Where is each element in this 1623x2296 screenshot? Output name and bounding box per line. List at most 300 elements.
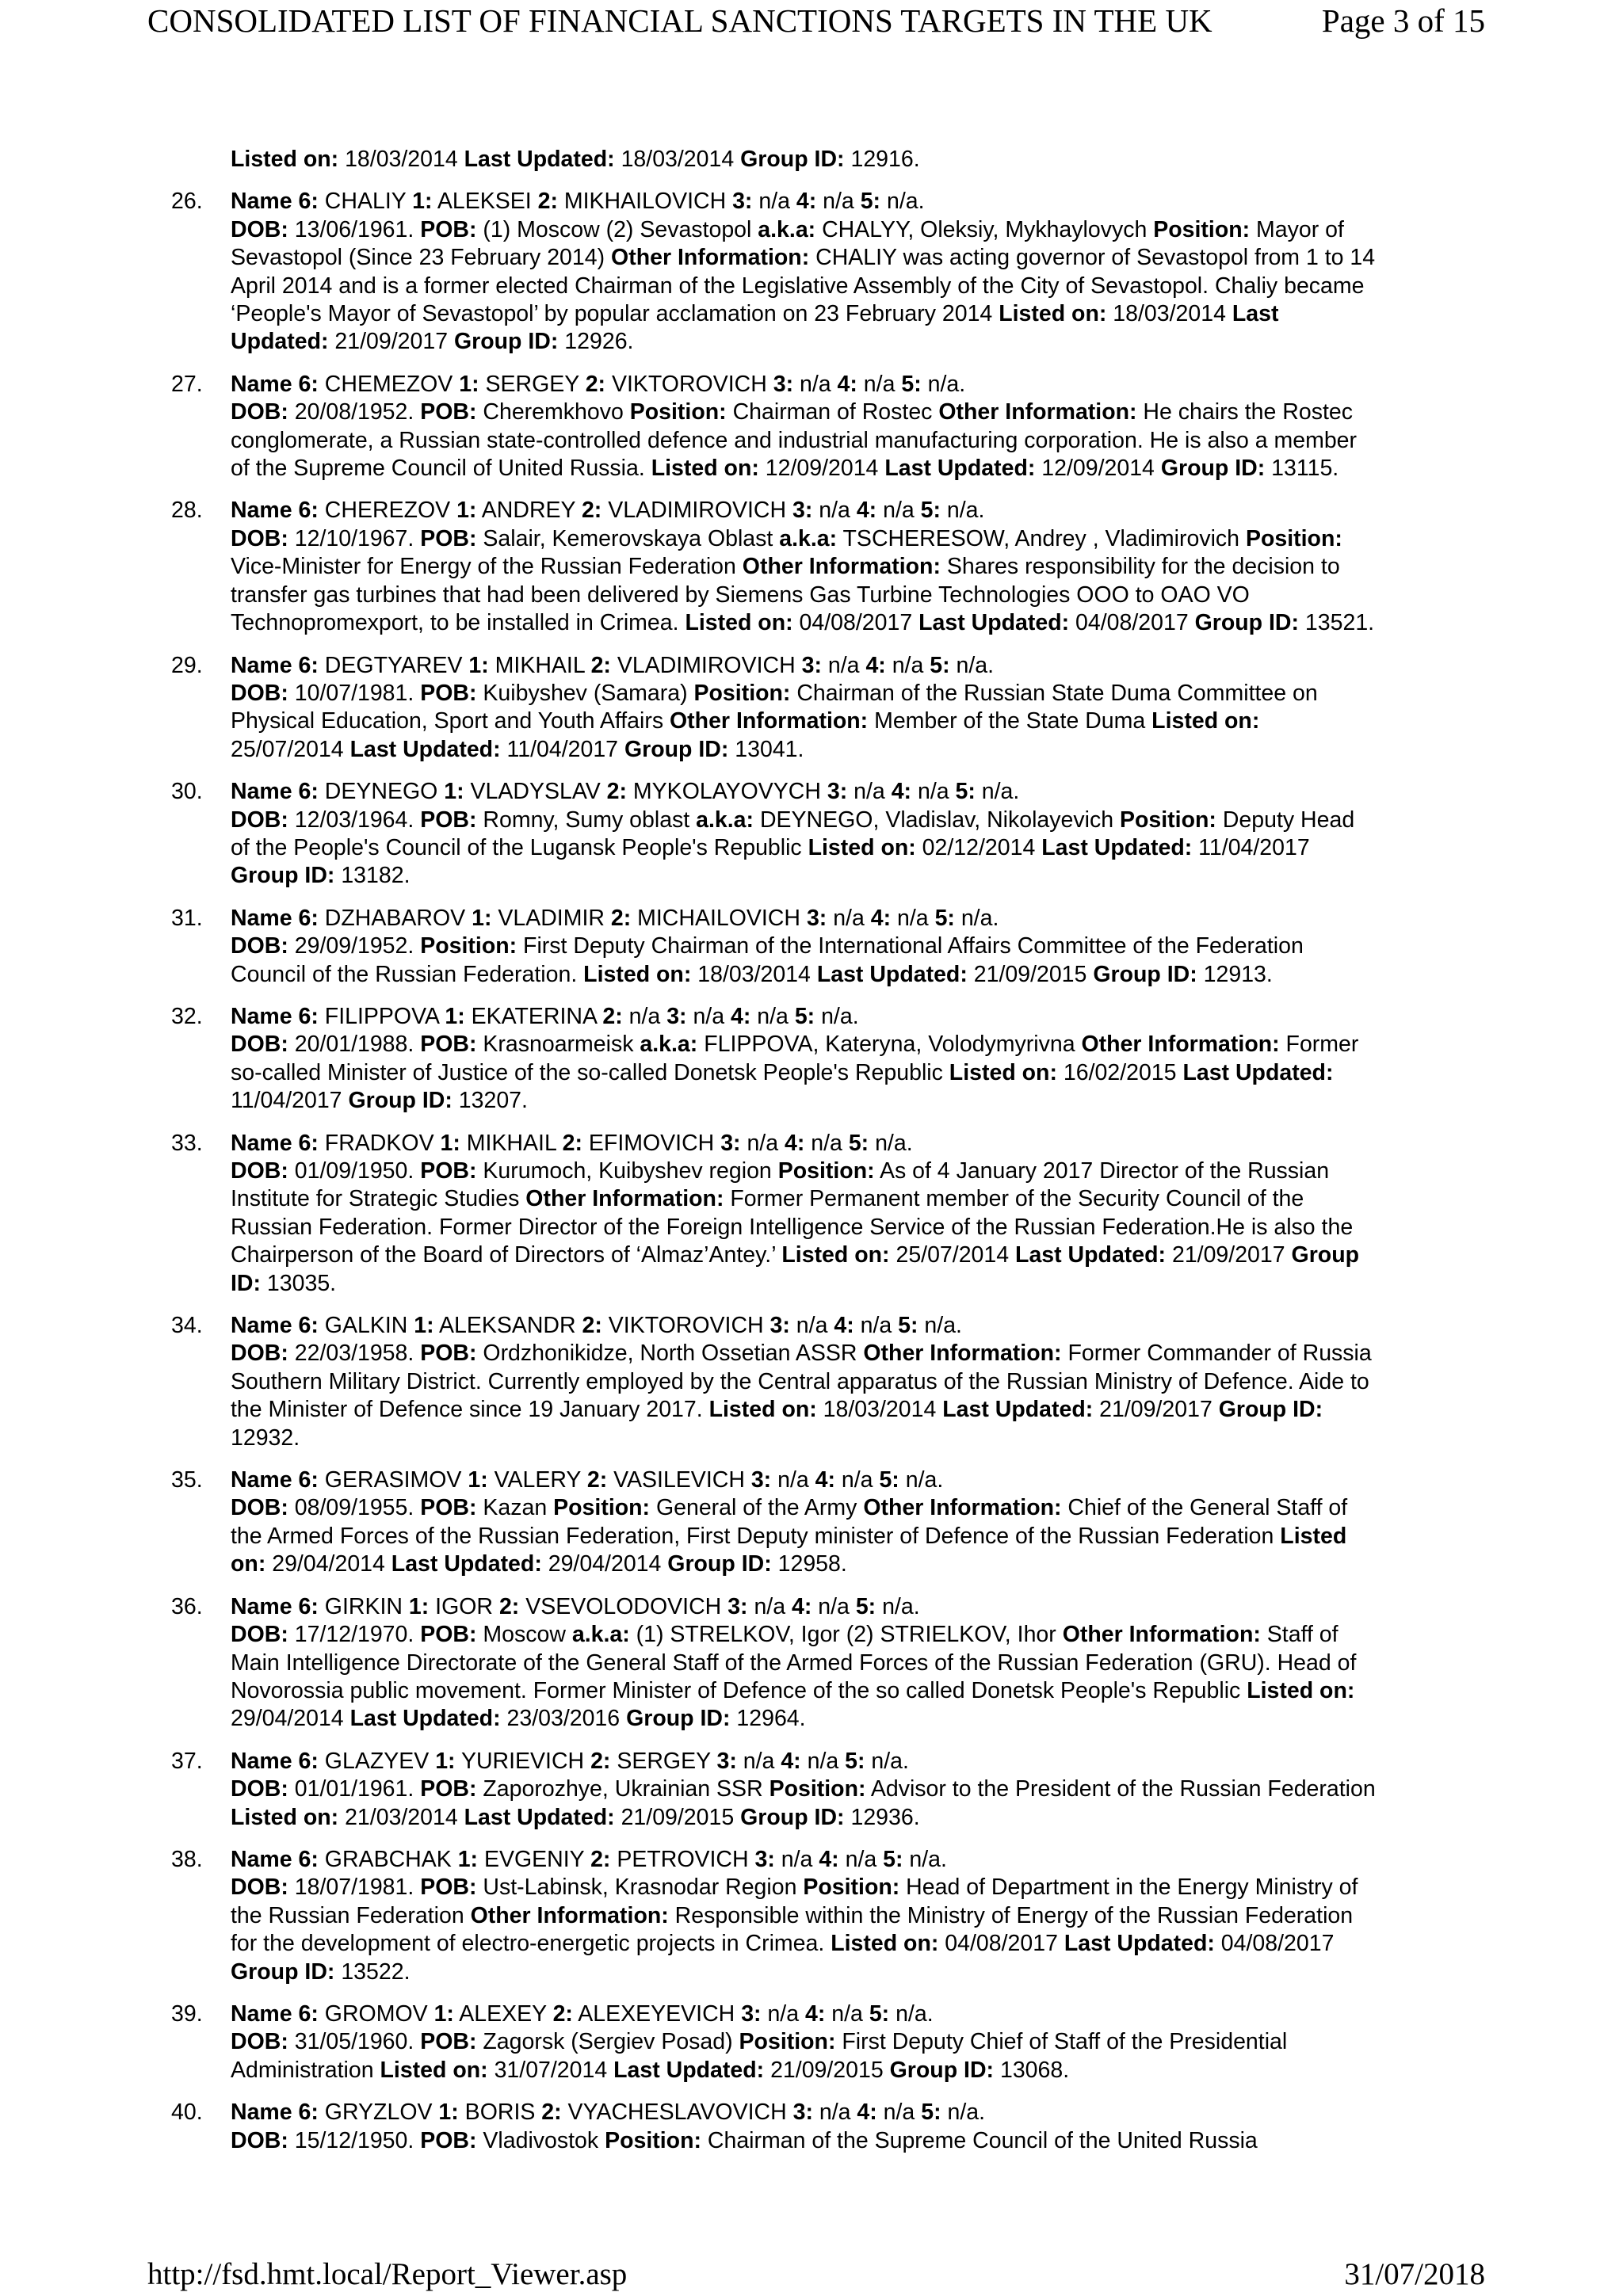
field-label: 1: — [472, 905, 492, 931]
field-value: Romny, Sumy oblast — [476, 807, 697, 833]
field-value: VYACHESLAVOVICH — [561, 2100, 793, 2126]
field-label: 1: — [435, 1748, 456, 1774]
field-label: Last Updated: — [464, 147, 615, 172]
field-label: DOB: — [231, 1032, 288, 1058]
field-value: 04/08/2017 — [792, 610, 919, 636]
field-value: n/a — [789, 1313, 834, 1339]
field-value: n/a. — [899, 1467, 944, 1493]
field-value: VIKTOROVICH — [605, 371, 773, 397]
field-value: Kazan — [476, 1495, 554, 1521]
entry-line — [231, 1425, 1499, 1452]
field-label: Name 6: — [231, 652, 319, 678]
list-item — [0, 652, 1623, 765]
field-value: n/a — [825, 2000, 869, 2027]
field-value: n/a — [750, 1003, 795, 1029]
list-item — [0, 1130, 1623, 1298]
field-value: n/a. — [869, 1130, 913, 1156]
field-label: Other Information: — [1081, 1032, 1280, 1058]
field-label: Name 6: — [231, 1003, 319, 1029]
field-label: POB: — [420, 399, 477, 425]
entry-line — [231, 1003, 1499, 1031]
field-label: Position: — [803, 1875, 900, 1901]
field-label: DOB: — [231, 680, 288, 706]
field-value: Zagorsk (Sergiev Posad) — [476, 2029, 739, 2055]
field-value: n/a — [622, 1003, 667, 1029]
field-value: Southern Military District. Currently employed by the Central apparatus of the Russian Ministry of Defence. Aide to — [231, 1368, 1369, 1394]
list-item — [0, 371, 1623, 483]
field-value: DZHABAROV — [318, 905, 472, 931]
field-value: First Deputy Chairman of the International Affairs Committee of the Federation — [517, 933, 1304, 959]
field-value: Chairman of the Russian State Duma Committee on — [790, 680, 1318, 706]
entry-number: 31. — [171, 905, 203, 931]
field-label: 3: — [754, 1846, 775, 1872]
field-value: EVGENIY — [478, 1846, 591, 1872]
field-value: 13522. — [334, 1958, 411, 1985]
field-label: Other Information: — [525, 1186, 724, 1212]
field-label: 4: — [819, 1846, 839, 1872]
field-value: 11/04/2017 — [1192, 834, 1310, 860]
field-label: Listed on: — [380, 2057, 488, 2083]
field-label: DOB: — [231, 807, 288, 833]
page-header-title: CONSOLIDATED LIST OF FINANCIAL SANCTIONS TARGETS IN THE UK — [147, 2, 1212, 39]
field-value: Russian Federation. Former Director of the Foreign Intelligence Service of the Russian Federation.He is also the — [231, 1214, 1354, 1240]
field-label: 1: — [445, 1003, 465, 1029]
field-value: 20/01/1988. — [288, 1032, 421, 1058]
field-value: VLADIMIR — [491, 905, 611, 931]
entry-line — [231, 1340, 1499, 1367]
field-value: Ordzhonikidze, North Ossetian ASSR — [476, 1341, 864, 1367]
field-value: 25/07/2014 — [889, 1242, 1016, 1268]
entry-line — [231, 1368, 1499, 1396]
entry-line — [231, 1748, 1499, 1775]
field-value: CHALIY — [318, 189, 413, 215]
field-value: BORIS — [458, 2100, 542, 2126]
field-label: Group ID: — [740, 147, 845, 172]
field-value: 10/07/1981. — [288, 680, 421, 706]
field-value: Shares responsibility for the decision to — [940, 554, 1340, 580]
entry-line — [231, 497, 1499, 524]
field-value: 04/08/2017 — [1069, 610, 1195, 636]
field-label: Name 6: — [231, 905, 319, 931]
field-value: (1) Moscow (2) Sevastopol — [476, 216, 758, 242]
field-value: n/a — [793, 371, 838, 397]
field-label: Other Information: — [470, 1902, 669, 1928]
field-value: 12936. — [844, 1804, 920, 1830]
entry-line — [231, 1059, 1499, 1087]
field-label: DOB: — [231, 1158, 288, 1184]
field-value: DEGTYAREV — [318, 652, 469, 678]
field-value: FILIPPOVA — [318, 1003, 445, 1029]
field-value: n/a — [834, 1467, 880, 1493]
footer-date: 31/07/2018 — [1344, 2257, 1485, 2291]
entry-line — [231, 582, 1499, 609]
entry-number: 34. — [171, 1313, 203, 1339]
field-label: Last — [1232, 301, 1279, 327]
field-label: Group ID: — [624, 736, 729, 762]
field-label: Name 6: — [231, 1130, 319, 1156]
field-value: n/a. — [876, 1593, 920, 1619]
field-value: n/a — [686, 1003, 731, 1029]
field-value: 12/03/1964. — [288, 807, 421, 833]
field-value: GIRKIN — [318, 1593, 409, 1619]
field-label: DOB: — [231, 1495, 288, 1521]
field-label: Last Updated: — [884, 456, 1036, 482]
field-value: 13/06/1961. — [288, 216, 421, 242]
field-value: transfer gas turbines that had been delivered by Siemens Gas Turbine Technologies OOO to OAO VO — [231, 582, 1250, 608]
field-value: n/a. — [880, 189, 925, 215]
field-value: 12916. — [844, 147, 920, 172]
field-value: 21/03/2014 — [338, 1804, 464, 1830]
field-label: Group ID: — [453, 329, 559, 355]
field-label: Listed on: — [831, 1931, 939, 1957]
field-label: Last Updated: — [918, 610, 1070, 636]
entry-line — [231, 1396, 1499, 1424]
entry-line — [231, 1550, 1499, 1578]
field-value: ANDREY — [476, 498, 582, 524]
field-label: 3: — [792, 2100, 813, 2126]
field-value: 18/03/2014 — [614, 147, 741, 172]
field-value: 29/04/2014 — [541, 1551, 668, 1577]
entry-line — [231, 1270, 1499, 1298]
entry-number: 33. — [171, 1130, 203, 1156]
field-label: Name 6: — [231, 1748, 319, 1774]
field-value: 13035. — [261, 1270, 337, 1296]
field-value: Advisor to the President of the Russian Federation — [865, 1776, 1376, 1802]
field-label: DOB: — [231, 1875, 288, 1901]
field-value: First Deputy Chief of Staff of the Presidential — [835, 2029, 1288, 2055]
field-label: Last Updated: — [464, 1804, 615, 1830]
field-value: 12932. — [231, 1425, 300, 1451]
field-value: MIKHAIL — [460, 1130, 563, 1156]
field-label: 5: — [855, 1593, 876, 1619]
field-label: 1: — [440, 1130, 460, 1156]
field-value: 15/12/1950. — [288, 2127, 421, 2153]
field-label: 3: — [720, 1130, 741, 1156]
entry-line — [231, 707, 1499, 735]
field-label: 3: — [666, 1003, 687, 1029]
field-value: Salair, Kemerovskaya Oblast — [476, 525, 780, 551]
entry-line — [231, 1312, 1499, 1340]
field-value: n/a — [752, 189, 796, 215]
field-value: 12913. — [1197, 961, 1273, 987]
entry-line — [231, 2127, 1499, 2155]
field-label: POB: — [420, 807, 477, 833]
field-value: the Armed Forces of the Russian Federation, First Deputy minister of Defence of the Russian Federation — [231, 1523, 1281, 1549]
field-value: CHALIY was acting governor of Sevastopol from 1 to 14 — [809, 245, 1376, 271]
field-label: Listed on: — [949, 1059, 1057, 1085]
field-value: n/a — [800, 1748, 846, 1774]
field-value: CHEMEZOV — [318, 371, 460, 397]
field-value: Vladivostok — [476, 2127, 605, 2153]
entry-line — [231, 1705, 1499, 1733]
field-value: PETROVICH — [610, 1846, 755, 1872]
field-label: 1: — [408, 1593, 430, 1619]
field-label: 4: — [781, 1748, 801, 1774]
field-label: 5: — [901, 371, 922, 397]
field-label: POB: — [420, 1495, 477, 1521]
field-value: n/a — [747, 1593, 792, 1619]
field-value: ALEXEY — [453, 2000, 553, 2027]
entry-line — [231, 2057, 1499, 2084]
field-label: Name 6: — [231, 1593, 319, 1619]
entry-line — [231, 399, 1499, 426]
field-value: Administration — [231, 2057, 380, 2083]
field-value: 29/09/1952. — [288, 933, 421, 959]
field-value: Head of Department in the Energy Ministry of — [899, 1875, 1358, 1901]
entry-line — [231, 1130, 1499, 1158]
field-value: 21/09/2015 — [614, 1804, 741, 1830]
entry-line — [231, 1902, 1499, 1930]
field-value: IGOR — [429, 1593, 499, 1619]
field-label: 1: — [444, 779, 464, 805]
sanctions-list — [0, 146, 1623, 2155]
field-value: 25/07/2014 — [231, 736, 350, 762]
field-label: Position: — [693, 680, 791, 706]
field-value: 21/09/2017 — [1166, 1242, 1292, 1268]
field-label: Updated: — [231, 329, 329, 355]
entry-line — [231, 862, 1499, 890]
field-label: Listed on: — [781, 1242, 890, 1268]
field-value: ALEXEYEVICH — [572, 2000, 742, 2027]
entry-line — [231, 609, 1499, 637]
field-label: 5: — [898, 1313, 918, 1339]
field-value: n/a — [857, 371, 902, 397]
entry-line — [231, 455, 1499, 482]
field-value: CHALYY, Oleksiy, Mykhaylovych — [815, 216, 1154, 242]
field-value: n/a. — [941, 2100, 986, 2126]
field-value: conglomerate, a Russian state-controlled defence and industrial manufacturing corporation. He is also a member — [231, 427, 1358, 453]
entry-line — [231, 807, 1499, 834]
field-value: n/a. — [865, 1748, 909, 1774]
field-value: 12964. — [730, 1706, 806, 1732]
field-label: 3: — [741, 2000, 762, 2027]
list-item — [0, 2099, 1623, 2155]
entry-line — [231, 1621, 1499, 1649]
field-label: Last Updated: — [349, 736, 501, 762]
field-value: n/a — [804, 1130, 849, 1156]
field-value: MYKOLAYOVYCH — [627, 779, 827, 805]
field-label: Other Information: — [611, 245, 810, 271]
field-value: General of the Army — [650, 1495, 864, 1521]
entry-line — [231, 778, 1499, 806]
field-value: of the Supreme Council of United Russia. — [231, 456, 651, 482]
entry-number: 30. — [171, 779, 203, 805]
field-label: 4: — [856, 498, 877, 524]
field-label: 4: — [865, 652, 886, 678]
field-label: Other Information: — [670, 708, 869, 734]
field-label: Group ID: — [231, 1958, 335, 1985]
field-value: n/a. — [918, 1313, 962, 1339]
field-label: 1: — [433, 2000, 454, 2027]
field-label: DOB: — [231, 1776, 288, 1802]
field-value: Responsible within the Ministry of Energy of the Russian Federation — [668, 1902, 1354, 1928]
field-value: n/a — [876, 498, 921, 524]
field-label: Name 6: — [231, 498, 319, 524]
field-value: 13182. — [334, 863, 411, 889]
entry-line — [231, 328, 1499, 356]
field-value: 13521. — [1299, 610, 1375, 636]
field-value: Member of the State Duma — [868, 708, 1152, 734]
field-value: n/a. — [954, 905, 999, 931]
list-item — [0, 1466, 1623, 1579]
field-value: Cheremkhovo — [476, 399, 630, 425]
field-value: n/a — [847, 779, 892, 805]
field-label: 2: — [590, 1748, 611, 1774]
field-label: 1: — [414, 1313, 434, 1339]
entry-number: 28. — [171, 498, 203, 524]
entry-line — [231, 1677, 1499, 1705]
field-label: POB: — [420, 1341, 477, 1367]
field-value: n/a. — [921, 371, 966, 397]
field-label: Group ID: — [348, 1088, 453, 1114]
field-value: Council of the Russian Federation. — [231, 961, 584, 987]
entry-line — [231, 1214, 1499, 1241]
field-value: DEYNEGO, Vladislav, Nikolayevich — [754, 807, 1120, 833]
entry-line — [231, 961, 1499, 989]
field-label: 2: — [582, 1313, 602, 1339]
field-value: 20/08/1952. — [288, 399, 421, 425]
field-value: FRADKOV — [318, 1130, 441, 1156]
field-label: Listed on: — [651, 456, 759, 482]
field-value: n/a. — [975, 779, 1020, 805]
field-value: n/a — [771, 1467, 815, 1493]
entry-line — [231, 1775, 1499, 1803]
field-value: Chairperson of the Board of Directors of ‘Almaz’Antey.’ — [231, 1242, 782, 1268]
field-label: 4: — [815, 1467, 835, 1493]
field-value: Vice-Minister for Energy of the Russian Federation — [231, 554, 743, 580]
field-value: VIKTOROVICH — [601, 1313, 770, 1339]
field-label: 4: — [837, 371, 857, 397]
field-value: VLADIMIROVICH — [601, 498, 793, 524]
field-label: 4: — [792, 1593, 812, 1619]
field-label: Group ID: — [1093, 961, 1197, 987]
field-value: VSEVOLODOVICH — [519, 1593, 728, 1619]
entry-number: 37. — [171, 1748, 203, 1774]
field-label: 1: — [438, 2100, 459, 2126]
field-label: 1: — [468, 1467, 488, 1493]
field-label: Group ID: — [1194, 610, 1299, 636]
field-label: DOB: — [231, 525, 288, 551]
field-value: n/a — [876, 2100, 922, 2126]
field-label: Last Updated: — [1041, 834, 1193, 860]
field-label: 2: — [610, 905, 632, 931]
field-label: 5: — [848, 1130, 869, 1156]
field-value: 08/09/1955. — [288, 1495, 421, 1521]
field-label: on: — [231, 1551, 266, 1577]
field-value: 13115. — [1265, 456, 1339, 482]
field-value: 17/12/1970. — [288, 1622, 421, 1648]
entry-line — [231, 300, 1499, 328]
field-value: VLADYSLAV — [464, 779, 607, 805]
entry-line — [231, 216, 1499, 244]
field-label: Listed on: — [231, 1804, 339, 1830]
field-value: n/a — [854, 1313, 899, 1339]
field-value: Kuibyshev (Samara) — [476, 680, 694, 706]
field-label: POB: — [420, 2127, 477, 2153]
field-value: Sevastopol (Since 23 February 2014) — [231, 245, 612, 271]
field-label: Position: — [777, 1158, 875, 1184]
field-value: 04/08/2017 — [938, 1931, 1064, 1957]
field-value: n/a — [740, 1130, 785, 1156]
field-label: Group ID: — [889, 2057, 995, 2083]
field-value: n/a. — [949, 652, 995, 678]
field-label: 3: — [806, 905, 827, 931]
entry-line — [231, 1846, 1499, 1874]
field-label: Listed on: — [231, 147, 339, 172]
field-value: Ust-Labinsk, Krasnodar Region — [476, 1875, 804, 1901]
list-item — [0, 2000, 1623, 2084]
field-label: Name 6: — [231, 1467, 319, 1493]
field-label: Position: — [739, 2029, 836, 2055]
field-value: (1) STRELKOV, Igor (2) STRIELKOV, Ihor — [629, 1622, 1063, 1648]
field-value: GERASIMOV — [318, 1467, 468, 1493]
field-label: 2: — [552, 2000, 573, 2027]
field-value: 13207. — [452, 1088, 528, 1114]
field-value: Chairman of the Supreme Council of the United Russia — [701, 2127, 1258, 2153]
field-label: Position: — [1153, 216, 1251, 242]
entry-number: 26. — [171, 189, 203, 215]
field-value: n/a — [774, 1846, 819, 1872]
field-label: Position: — [769, 1776, 866, 1802]
field-value: MIKHAILOVICH — [557, 189, 733, 215]
field-label: 2: — [586, 1467, 608, 1493]
entry-line — [231, 1523, 1499, 1550]
field-value: VLADIMIROVICH — [610, 652, 802, 678]
field-value: n/a — [891, 905, 935, 931]
entry-number: 27. — [171, 371, 203, 397]
field-label: 4: — [785, 1130, 805, 1156]
entry-line — [231, 1874, 1499, 1901]
field-value: GALKIN — [318, 1313, 414, 1339]
field-value: n/a — [885, 652, 930, 678]
field-value: Staff of — [1260, 1622, 1338, 1648]
entry-number: 32. — [171, 1003, 203, 1029]
entry-line — [231, 1087, 1499, 1115]
field-value: n/a. — [815, 1003, 859, 1029]
field-label: Position: — [605, 2127, 701, 2153]
page-number: Page 3 of 15 — [1321, 2, 1485, 39]
field-value: YURIEVICH — [455, 1748, 591, 1774]
field-label: 1: — [456, 498, 477, 524]
field-value: n/a — [812, 2100, 857, 2126]
field-label: POB: — [420, 1158, 477, 1184]
field-value: 04/08/2017 — [1214, 1931, 1335, 1957]
list-item — [0, 188, 1623, 356]
field-value: Chief of the General Staff of — [1061, 1495, 1348, 1521]
field-label: Last Updated: — [349, 1706, 501, 1732]
field-value: n/a — [736, 1748, 781, 1774]
field-value: Moscow — [476, 1622, 572, 1648]
field-label: 3: — [716, 1748, 737, 1774]
entry-line — [231, 427, 1499, 455]
field-label: DOB: — [231, 2029, 288, 2055]
entry-line — [231, 273, 1499, 300]
field-label: 1: — [459, 371, 479, 397]
entry-line — [231, 2099, 1499, 2126]
field-label: Name 6: — [231, 1846, 319, 1872]
field-label: 2: — [602, 1003, 623, 1029]
field-label: 5: — [934, 905, 955, 931]
field-value: Main Intelligence Directorate of the General Staff of the Armed Forces of the Russian Federation (GRU). Head of — [231, 1650, 1357, 1676]
field-label: 4: — [731, 1003, 751, 1029]
field-label: DOB: — [231, 1622, 288, 1648]
field-value: GLAZYEV — [318, 1748, 436, 1774]
field-value: n/a — [812, 498, 857, 524]
field-label: Other Information: — [742, 554, 941, 580]
field-label: 5: — [955, 779, 976, 805]
field-label: Last Updated: — [942, 1397, 1094, 1423]
field-value: 12958. — [771, 1551, 847, 1577]
